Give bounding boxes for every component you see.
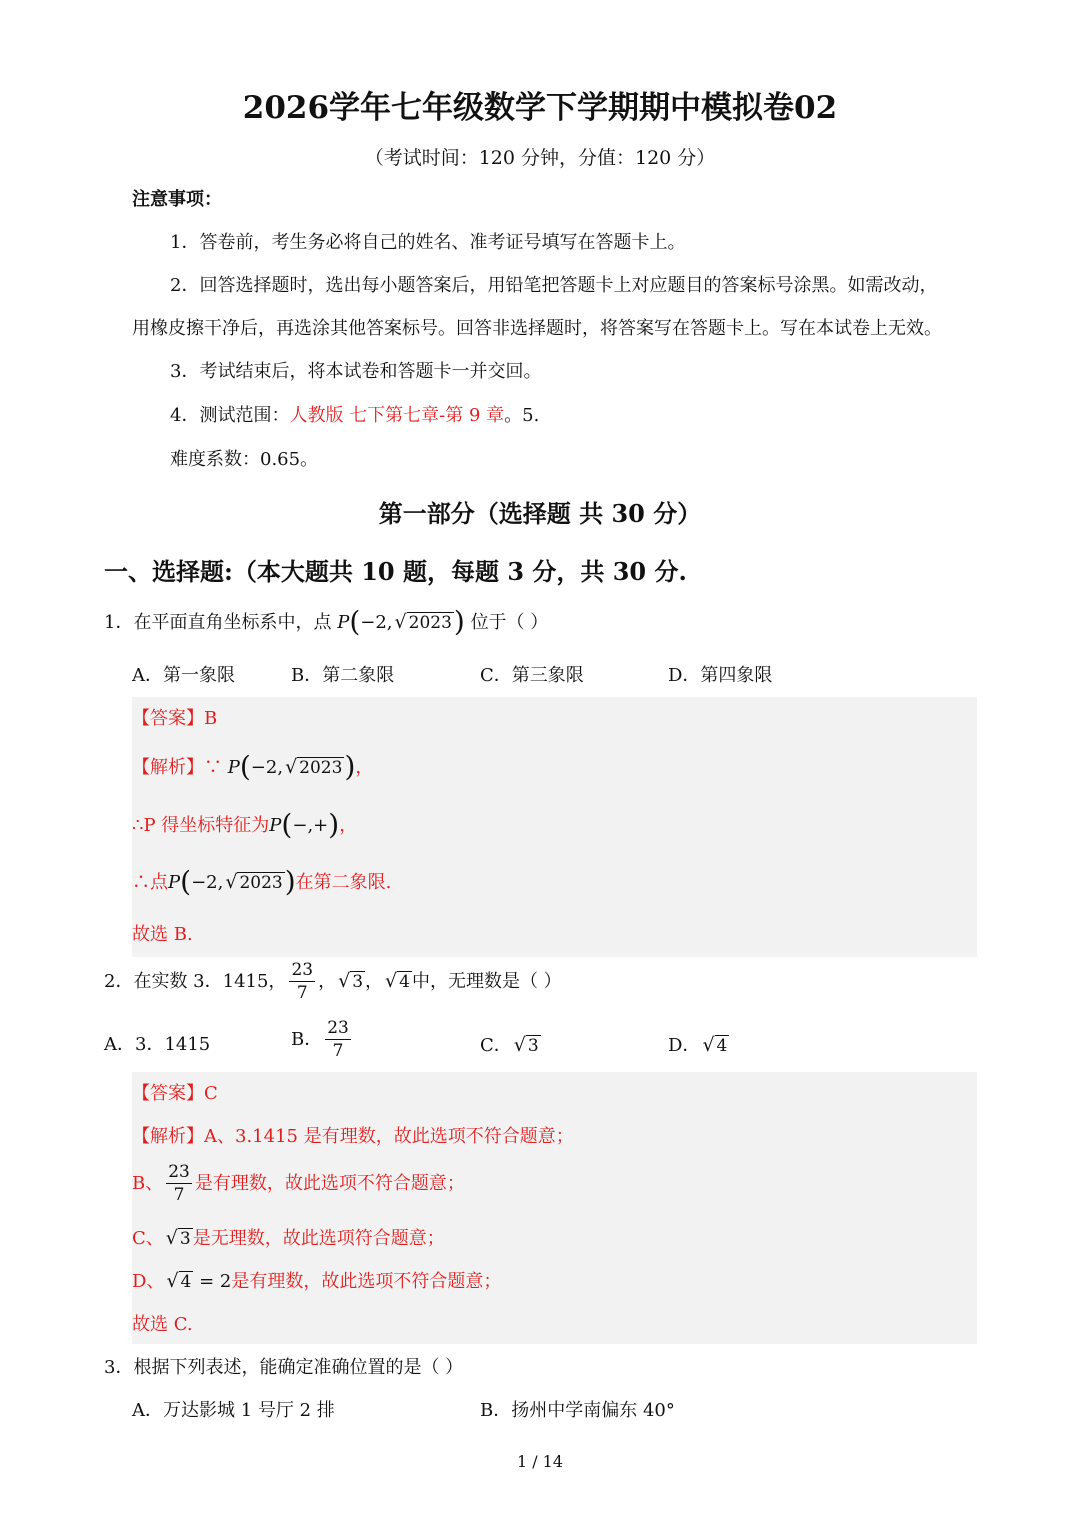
q2-conclusion: 故选 C. — [132, 1314, 193, 1335]
q2-analysis-d — [132, 1269, 501, 1294]
sqrt-symbol: √ 4 — [166, 1270, 192, 1292]
q3-option-a: A．万达影城 1 号厅 2 排 — [132, 1400, 335, 1421]
fraction-denominator: 7 — [296, 983, 308, 1003]
q1-b-comma: ， — [339, 815, 358, 836]
notice-item-2-line2: 用橡皮擦干净后，再选涂其他答案标号。回答非选择题时，将答案写在答题卡上。写在本试卷上无效。 — [132, 318, 942, 339]
q1-radicand: 2023 — [408, 613, 452, 633]
notice-heading: 注意事项： — [132, 189, 222, 210]
q1-conclusion: 故选 B. — [132, 924, 193, 945]
q2-option-c-label: C． — [480, 1035, 512, 1056]
q2-root3: 3 — [352, 972, 364, 992]
q1-b-point: P — [269, 815, 282, 836]
sqrt-symbol: √ 2023 — [394, 611, 452, 633]
fraction-denominator: 7 — [332, 1041, 344, 1061]
q2-b-fraction — [166, 1164, 192, 1204]
q1-a-comma: ， — [355, 757, 374, 778]
q2-stem-prefix: 2．在实数 3．1415， — [104, 971, 287, 992]
q2-c-prefix: C、 — [132, 1228, 164, 1249]
sqrt-symbol: √ 3 — [513, 1034, 539, 1056]
q1-x: −2, — [360, 612, 393, 633]
q2-d-suffix: 是有理数，故此选项不符合题意； — [231, 1271, 502, 1292]
fraction-denominator: 7 — [173, 1185, 185, 1205]
q1-point: P — [337, 612, 350, 633]
q2-sep-1: ， — [318, 971, 337, 992]
q2-ac-root: 3 — [179, 1229, 191, 1249]
notice-item-4-prefix: 4．测试范围： — [170, 405, 290, 426]
fraction-numerator: 23 — [168, 1162, 190, 1182]
q2-analysis-c — [132, 1226, 445, 1251]
q2-d-prefix: D、 — [132, 1271, 165, 1292]
q2-analysis-label: 【解析】 — [132, 1126, 204, 1147]
q1-analysis-line1: 【解析】∵ P(−2, √ 2023)， — [132, 750, 374, 783]
q1-c-point: P — [168, 872, 181, 893]
notice-item-4 — [170, 404, 539, 428]
q3-stem: 3．根据下列表述，能确定准确位置的是（ ） — [104, 1357, 464, 1378]
q2-d-eq: = 2 — [193, 1271, 232, 1292]
q1-stem-suffix: 位于（ ） — [470, 612, 549, 633]
exam-info: （考试时间：120 分钟，分值：120 分） — [364, 147, 716, 169]
page-number: 1 / 14 — [516, 1452, 564, 1471]
q2-stem — [104, 962, 562, 1002]
fraction-numerator: 23 — [291, 960, 314, 980]
q2-fraction — [289, 962, 315, 1002]
notice-item-2-line1: 2．回答选择题时，选出每小题答案后，用铅笔把答题卡上对应题目的答案标号涂黑。如需改动， — [170, 275, 938, 296]
q2-option-a: A．3．1415 — [104, 1034, 211, 1055]
q2-analysis-b — [132, 1164, 465, 1204]
sqrt-symbol: √ 2023 — [285, 756, 343, 778]
q1-a-x: −2, — [250, 757, 284, 778]
q2-c-suffix: 是无理数，故此选项符合题意； — [192, 1228, 445, 1249]
q1-c-x: −2, — [191, 872, 224, 893]
q1-line3-prefix: ∴点 — [132, 872, 168, 893]
notice-item-3: 3．考试结束后，将本试卷和答题卡一并交回。 — [170, 361, 542, 382]
q2-b-suffix: 是有理数，故此选项不符合题意； — [194, 1173, 465, 1194]
q2-option-c — [480, 1033, 541, 1058]
q2-option-b-label: B． — [291, 1029, 323, 1050]
notice-item-4-suffix: 。5. — [504, 405, 540, 426]
q1-analysis-line2: ∴P 得坐标特征为P(−,+)， — [132, 808, 358, 841]
page-title: 2026学年七年级数学下学期期中模拟卷02 — [242, 90, 838, 126]
notice-item-1: 1．答卷前，考生务必将自己的姓名、准考证号填写在答题卡上。 — [170, 232, 686, 253]
q2-option-d — [668, 1033, 729, 1058]
q1-option-c: C．第三象限 — [480, 665, 584, 686]
q2-option-d-label: D． — [668, 1035, 701, 1056]
q2-sep-2: ， — [365, 971, 384, 992]
q1-sign: −,+ — [292, 815, 329, 836]
q1-line3-suffix: 在第二象限. — [295, 872, 392, 893]
q1-option-a: A．第一象限 — [132, 665, 235, 686]
q1-analysis-line3: ∴点P(−2, √ 2023)在第二象限. — [132, 865, 392, 898]
q1-stem-prefix: 1．在平面直角坐标系中，点 — [104, 612, 332, 633]
q1-stem: 1．在平面直角坐标系中，点 P(−2, √ 2023) 位于（ ） — [104, 605, 549, 638]
q2-option-b-fraction — [325, 1020, 351, 1060]
q1-a-point: P — [227, 757, 240, 778]
sqrt-symbol: √ 4 — [702, 1034, 728, 1056]
sqrt-symbol: √ 3 — [165, 1227, 191, 1249]
q2-root4: 4 — [399, 972, 410, 992]
sqrt-symbol: √ 2023 — [225, 871, 283, 893]
q1-a-radicand: 2023 — [299, 758, 343, 778]
q2-analysis-a — [132, 1125, 574, 1149]
sqrt-symbol: √ 4 — [385, 970, 410, 992]
q2-stem-suffix: 中，无理数是（ ） — [411, 971, 562, 992]
q1-option-d: D．第四象限 — [668, 665, 773, 686]
fraction-numerator: 23 — [327, 1018, 349, 1038]
test-range: 人教版 七下第七章-第 9 章 — [289, 405, 505, 426]
q1-answer-box — [132, 697, 977, 957]
q2-answer: 【答案】C — [132, 1083, 218, 1104]
q2-option-b — [291, 1020, 354, 1060]
because-symbol: ∵ — [204, 757, 222, 778]
q2-b-prefix: B、 — [132, 1173, 164, 1194]
q1-line2-prefix: ∴P 得坐标特征为 — [132, 815, 270, 836]
q1-answer: 【答案】B — [132, 708, 218, 729]
q2-c-root: 3 — [527, 1036, 539, 1056]
q2-ad-root: 4 — [180, 1272, 192, 1292]
part-heading: 一、选择题:（本大题共 10 题，每题 3 分，共 30 分. — [104, 557, 687, 586]
q1-c-radicand: 2023 — [239, 873, 283, 893]
q2-answer-box — [132, 1072, 977, 1344]
difficulty: 难度系数：0.65。 — [170, 449, 319, 470]
q3-option-b: B．扬州中学南偏东 40° — [480, 1400, 675, 1421]
q1-analysis-label: 【解析】 — [132, 757, 204, 778]
q1-option-b: B．第二象限 — [291, 665, 395, 686]
sqrt-symbol: √ 3 — [338, 970, 364, 992]
section-title: 第一部分（选择题 共 30 分） — [378, 499, 702, 528]
q2-analysis-a-text: A、3.1415 是有理数，故此选项不符合题意； — [204, 1126, 574, 1147]
q2-d-root: 4 — [716, 1036, 728, 1056]
